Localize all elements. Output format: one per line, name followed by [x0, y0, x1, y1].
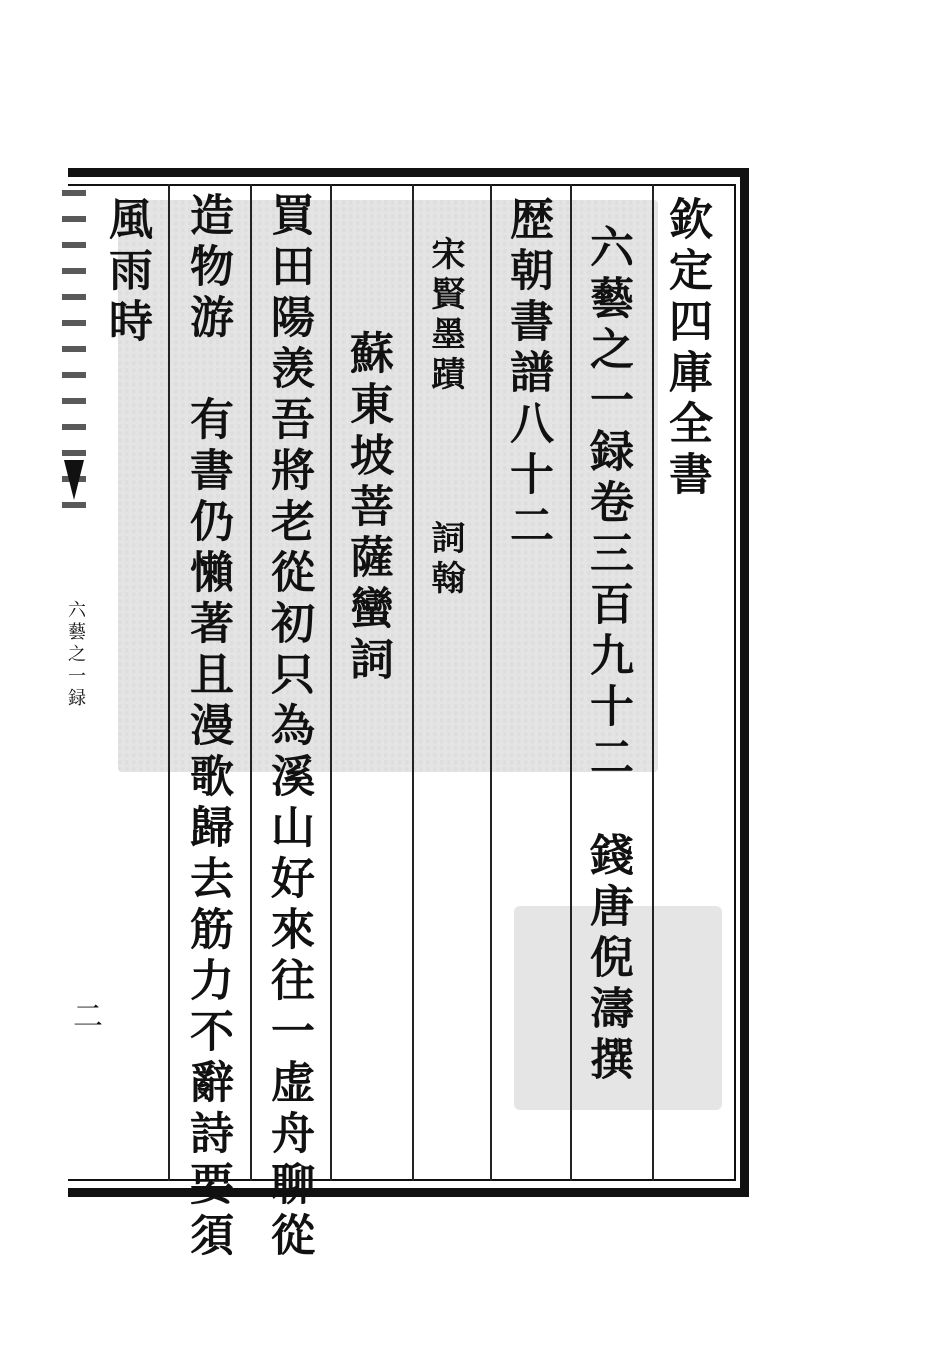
collection-title: 欽定四庫全書 — [661, 196, 712, 502]
volume-title: 六藝之一録卷三百九十二 — [582, 224, 633, 785]
subsection-label: 詞翰 — [425, 520, 465, 600]
column-rule — [250, 184, 252, 1181]
page-number: 二 — [67, 1000, 102, 1030]
text-column: 買田陽羡吾將老從初只為溪山好來往一虚舟聊從 — [263, 192, 314, 1263]
column-rule — [412, 184, 414, 1181]
text-column: 風雨時 — [101, 196, 152, 349]
subsection-title: 宋賢墨蹟 — [425, 236, 465, 396]
piece-title: 蘇東坡菩薩蠻詞 — [342, 330, 393, 687]
column-rule — [652, 184, 654, 1181]
column-rule — [168, 184, 170, 1181]
margin-book-title: 六藝之一録 — [65, 600, 86, 710]
column-rule — [570, 184, 572, 1181]
author-line: 錢唐倪濤撰 — [582, 832, 633, 1087]
text-column: 造物游 有書仍懶著且漫歌歸去筋力不辭詩要須 — [182, 192, 233, 1263]
column-rule — [490, 184, 492, 1181]
section-title: 歴朝書譜八十二 — [502, 196, 553, 553]
column-rule — [330, 184, 332, 1181]
